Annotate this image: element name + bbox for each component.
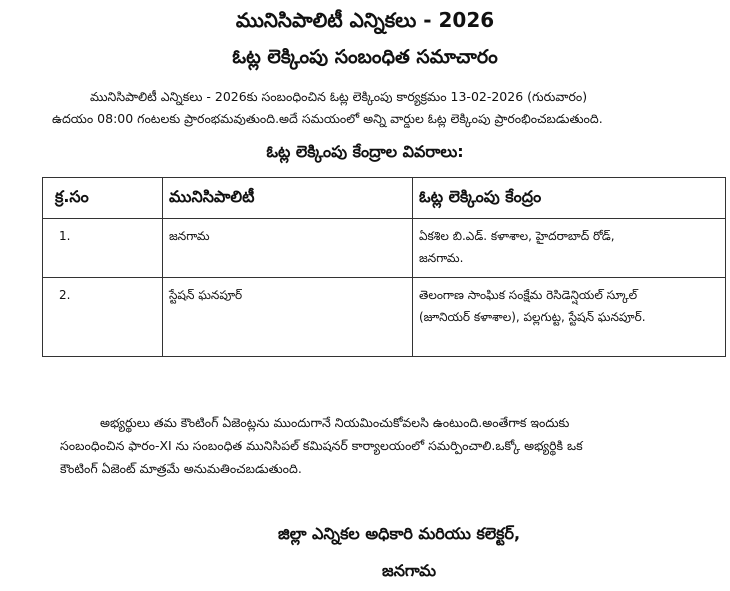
row-center (413, 219, 726, 278)
header-sno: క్ర.సం (43, 178, 163, 219)
table-row (43, 219, 726, 278)
table-header-row (43, 178, 726, 219)
row-municipality: స్టేషన్ ఘనపూర్ (163, 278, 413, 357)
center-line-2: జనగామ. (419, 251, 464, 265)
center-line-1: ఏకశిల బి.ఎడ్. కళాశాల, హైదరాబాద్ రోడ్, (419, 229, 615, 243)
signature-place: జనగామ (382, 561, 437, 580)
center-line-1: తెలంగాణ సాంఘిక సంక్షేమ రెసిడెన్షియల్ స్కూల్ (419, 288, 638, 302)
note-line-1: అభ్యర్థులు తమ కౌంటింగ్ ఏజెంట్లను ముందుగానే నియమించుకోవలసి ఉంటుంది.అంతేగాక ఇందుకు (100, 415, 570, 430)
row-municipality: జనగామ (163, 219, 413, 278)
header-municipality: మునిసిపాలిటీ (163, 178, 413, 219)
table-row (43, 278, 726, 357)
note-line-2: సంబంధించిన ఫారం-XI ను సంబంధిత మునిసిపల్ కమిషనర్ కార్యాలయంలో సమర్పించాలి.ఒక్కో అభ్యర్థికి ఒక (60, 438, 583, 453)
intro-line-1: మునిసిపాలిటీ ఎన్నికలు - 2026కు సంబంధించిన ఓట్ల లెక్కింపు కార్యక్రమం 13-02-2026 (గురువారం) (90, 89, 588, 104)
row-center (413, 278, 726, 357)
counting-centers-table (42, 177, 726, 357)
centers-heading: ఓట్ల లెక్కింపు కేంద్రాల వివరాలు: (266, 142, 464, 161)
row-sno: 1. (43, 219, 163, 278)
note-line-3: కౌంటింగ్ ఏజెంట్ మాత్రమే అనుమతించబడుతుంది. (60, 461, 302, 476)
row-sno: 2. (43, 278, 163, 357)
signature-designation: జిల్లా ఎన్నికల అధికారి మరియు కలెక్టర్, (278, 524, 521, 543)
header-center: ఓట్ల లెక్కింపు కేంద్రం (413, 178, 726, 219)
center-line-2: (జూనియర్ కళాశాల), పల్లగుట్ట, స్టేషన్ ఘనపూర్. (419, 310, 646, 324)
intro-line-2: ఉదయం 08:00 గంటలకు ప్రారంభమవుతుంది.అదే సమయంలో అన్ని వార్డుల ఓట్ల లెక్కింపు ప్రారంభించబడుతుంది. (52, 111, 603, 126)
page-title: మునిసిపాలిటీ ఎన్నికలు - 2026 (235, 8, 495, 32)
page-subtitle: ఓట్ల లెక్కింపు సంబంధిత సమాచారం (232, 46, 498, 68)
